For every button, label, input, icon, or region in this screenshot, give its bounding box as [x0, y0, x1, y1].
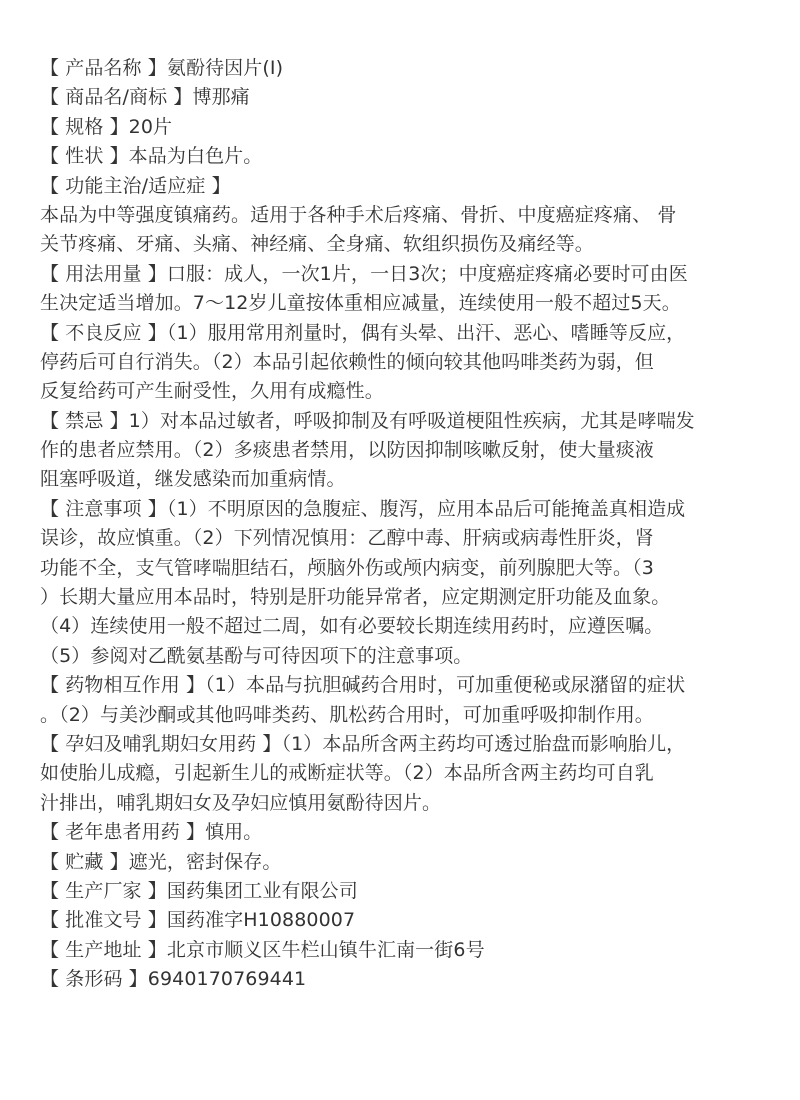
- adverse-reactions-text: 停药后可自行消失。（2）本品引起依赖性的倾向较其他吗啡类药为弱，但: [40, 350, 654, 373]
- contraindications-text: 【 禁忌 】1）对本品过敏者，呼吸抑制及有呼吸道梗阻性疾病，尤其是哮喘发: [40, 409, 695, 432]
- drug-interactions-text: 。（2）与美沙酮或其他吗啡类药、肌松药合用时，可加重呼吸抑制作用。: [40, 703, 654, 726]
- address-line: 【 生产地址 】北京市顺义区牛栏山镇牛汇南一街6号: [40, 938, 485, 961]
- approval-number-line: 【 批准文号 】国药准字H10880007: [40, 909, 356, 932]
- pregnancy-lactation-text: 汁排出，哺乳期妇女及孕妇应慎用氨酚待因片。: [40, 791, 442, 814]
- indications-text: 关节疼痛、牙痛、头痛、神经痛、全身痛、软组织损伤及痛经等。: [40, 233, 594, 256]
- contraindications-text: 阻塞呼吸道，继发感染而加重病情。: [40, 468, 346, 491]
- elderly-use-line: 【 老年患者用药 】慎用。: [40, 821, 263, 844]
- precautions-text: 【 注意事项 】（1）不明原因的急腹症、腹泻，应用本品后可能掩盖真相造成: [40, 497, 686, 520]
- storage-line: 【 贮藏 】遮光，密封保存。: [40, 850, 282, 873]
- barcode-line: 【 条形码 】6940170769441: [40, 968, 307, 991]
- trade-name-line: 【 商品名/商标 】博那痛: [40, 86, 250, 109]
- drug-label-document: [40, 54, 762, 995]
- appearance-line: 【 性状 】本品为白色片。: [40, 145, 263, 168]
- precautions-text: 误诊，故应慎重。（2）下列情况慎用：乙醇中毒、肝病或病毒性肝炎，肾: [40, 527, 654, 550]
- dosage-text: 生决定适当增加。7～12岁儿童按体重相应减量，连续使用一般不超过5天。: [40, 292, 681, 315]
- adverse-reactions-text: 【 不良反应 】（1）服用常用剂量时，偶有头晕、出汗、恶心、嗜睡等反应，: [40, 321, 686, 344]
- pregnancy-lactation-text: 如使胎儿成瘾，引起新生儿的戒断症状等。（2）本品所含两主药均可自乳: [40, 762, 654, 785]
- contraindications-text: 作的患者应禁用。（2）多痰患者禁用，以防因抑制咳嗽反射，使大量痰液: [40, 439, 654, 462]
- precautions-text: 功能不全，支气管哮喘胆结石，颅脑外伤或颅内病变，前列腺肥大等。（3: [40, 556, 654, 579]
- indications-text: 本品为中等强度镇痛药。适用于各种手术后疼痛、骨折、中度癌症疼痛、 骨: [40, 203, 677, 226]
- drug-interactions-text: 【 药物相互作用 】（1）本品与抗胆碱药合用时，可加重便秘或尿潴留的症状: [40, 674, 686, 697]
- product-name-line: 【 产品名称 】氨酚待因片(Ⅰ): [40, 57, 284, 79]
- indications-heading: 【 功能主治/适应症 】: [40, 174, 231, 197]
- precautions-text: （5）参阅对乙酰氨基酚与可待因项下的注意事项。: [40, 644, 473, 667]
- manufacturer-line: 【 生产厂家 】国药集团工业有限公司: [40, 879, 358, 902]
- dosage-text: 【 用法用量 】口服：成人，一次1片，一日3次；中度癌症疼痛必要时可由医: [40, 262, 688, 285]
- precautions-text: （4）连续使用一般不超过二周，如有必要较长期连续用药时，应遵医嘱。: [40, 615, 664, 638]
- adverse-reactions-text: 反复给药可产生耐受性，久用有成瘾性。: [40, 380, 384, 403]
- precautions-text: ）长期大量应用本品时，特别是肝功能异常者，应定期测定肝功能及血象。: [40, 586, 671, 609]
- specification-line: 【 规格 】20片: [40, 115, 173, 138]
- pregnancy-lactation-text: 【 孕妇及哺乳期妇女用药 】（1）本品所含两主药均可透过胎盘而影响胎儿，: [40, 732, 686, 755]
